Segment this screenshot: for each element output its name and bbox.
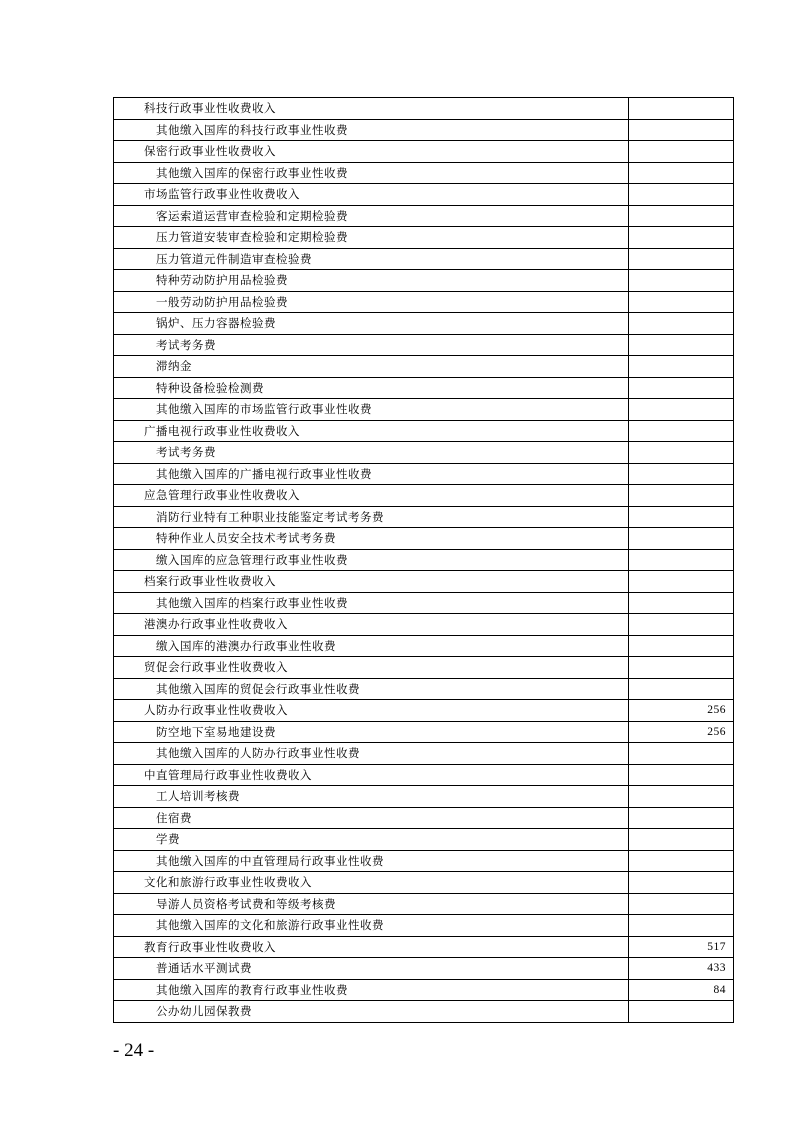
- amount-cell: 517: [629, 936, 734, 958]
- item-name-cell: 导游人员资格考试费和等级考核费: [114, 893, 629, 915]
- table-row: [114, 721, 734, 743]
- amount-cell: [629, 592, 734, 614]
- amount-cell: 256: [629, 721, 734, 743]
- amount-cell: [629, 506, 734, 528]
- item-name-cell: 压力管道安装审查检验和定期检验费: [114, 227, 629, 249]
- amount-cell: [629, 1001, 734, 1023]
- item-name-cell: 缴入国库的应急管理行政事业性收费: [114, 549, 629, 571]
- amount-cell: [629, 764, 734, 786]
- table-row: [114, 162, 734, 184]
- table-row: [114, 227, 734, 249]
- table-row: [114, 420, 734, 442]
- amount-cell: [629, 528, 734, 550]
- item-name-cell: 港澳办行政事业性收费收入: [114, 614, 629, 636]
- table-row: [114, 528, 734, 550]
- table-row: [114, 549, 734, 571]
- amount-cell: [629, 291, 734, 313]
- table-row: [114, 334, 734, 356]
- table-row: [114, 119, 734, 141]
- item-name-cell: 保密行政事业性收费收入: [114, 141, 629, 163]
- item-name-cell: 科技行政事业性收费收入: [114, 98, 629, 120]
- amount-cell: [629, 356, 734, 378]
- item-name-cell: 锅炉、压力容器检验费: [114, 313, 629, 335]
- table-row: [114, 205, 734, 227]
- table-row: [114, 743, 734, 765]
- item-name-cell: 特种设备检验检测费: [114, 377, 629, 399]
- amount-cell: [629, 313, 734, 335]
- amount-cell: [629, 743, 734, 765]
- amount-cell: 84: [629, 979, 734, 1001]
- item-name-cell: 考试考务费: [114, 442, 629, 464]
- item-name-cell: 文化和旅游行政事业性收费收入: [114, 872, 629, 894]
- item-name-cell: 特种作业人员安全技术考试考务费: [114, 528, 629, 550]
- revenue-table-body: [114, 98, 734, 1023]
- table-row: [114, 786, 734, 808]
- table-row: [114, 872, 734, 894]
- amount-cell: [629, 614, 734, 636]
- amount-cell: [629, 829, 734, 851]
- item-name-cell: 其他缴入国库的中直管理局行政事业性收费: [114, 850, 629, 872]
- item-name-cell: 特种劳动防护用品检验费: [114, 270, 629, 292]
- table-row: [114, 678, 734, 700]
- item-name-cell: 其他缴入国库的人防办行政事业性收费: [114, 743, 629, 765]
- item-name-cell: 消防行业特有工种职业技能鉴定考试考务费: [114, 506, 629, 528]
- amount-cell: [629, 420, 734, 442]
- amount-cell: [629, 807, 734, 829]
- table-row: [114, 506, 734, 528]
- table-row: [114, 979, 734, 1001]
- amount-cell: [629, 270, 734, 292]
- table-row: [114, 592, 734, 614]
- table-row: [114, 614, 734, 636]
- amount-cell: [629, 248, 734, 270]
- table-row: [114, 141, 734, 163]
- page-number: - 24 -: [113, 1040, 155, 1061]
- item-name-cell: 应急管理行政事业性收费收入: [114, 485, 629, 507]
- table-row: [114, 356, 734, 378]
- table-row: [114, 377, 734, 399]
- amount-cell: [629, 678, 734, 700]
- item-name-cell: 其他缴入国库的广播电视行政事业性收费: [114, 463, 629, 485]
- amount-cell: [629, 442, 734, 464]
- amount-cell: [629, 205, 734, 227]
- item-name-cell: 工人培训考核费: [114, 786, 629, 808]
- amount-cell: [629, 485, 734, 507]
- amount-cell: [629, 915, 734, 937]
- table-row: [114, 700, 734, 722]
- table-row: [114, 829, 734, 851]
- item-name-cell: 其他缴入国库的文化和旅游行政事业性收费: [114, 915, 629, 937]
- item-name-cell: 广播电视行政事业性收费收入: [114, 420, 629, 442]
- amount-cell: [629, 571, 734, 593]
- item-name-cell: 一般劳动防护用品检验费: [114, 291, 629, 313]
- amount-cell: [629, 119, 734, 141]
- item-name-cell: 压力管道元件制造审查检验费: [114, 248, 629, 270]
- amount-cell: [629, 549, 734, 571]
- amount-cell: [629, 334, 734, 356]
- amount-cell: [629, 850, 734, 872]
- item-name-cell: 其他缴入国库的教育行政事业性收费: [114, 979, 629, 1001]
- item-name-cell: 滞纳金: [114, 356, 629, 378]
- table-row: [114, 936, 734, 958]
- item-name-cell: 学费: [114, 829, 629, 851]
- item-name-cell: 其他缴入国库的科技行政事业性收费: [114, 119, 629, 141]
- item-name-cell: 其他缴入国库的市场监管行政事业性收费: [114, 399, 629, 421]
- item-name-cell: 中直管理局行政事业性收费收入: [114, 764, 629, 786]
- table-row: [114, 1001, 734, 1023]
- item-name-cell: 普通话水平测试费: [114, 958, 629, 980]
- table-row: [114, 463, 734, 485]
- amount-cell: [629, 463, 734, 485]
- item-name-cell: 考试考务费: [114, 334, 629, 356]
- table-row: [114, 313, 734, 335]
- item-name-cell: 其他缴入国库的贸促会行政事业性收费: [114, 678, 629, 700]
- amount-cell: [629, 377, 734, 399]
- amount-cell: [629, 657, 734, 679]
- amount-cell: [629, 227, 734, 249]
- item-name-cell: 市场监管行政事业性收费收入: [114, 184, 629, 206]
- table-row: [114, 657, 734, 679]
- amount-cell: [629, 635, 734, 657]
- table-row: [114, 98, 734, 120]
- table-row: [114, 571, 734, 593]
- table-row: [114, 184, 734, 206]
- amount-cell: [629, 872, 734, 894]
- item-name-cell: 缴入国库的港澳办行政事业性收费: [114, 635, 629, 657]
- table-row: [114, 807, 734, 829]
- amount-cell: [629, 162, 734, 184]
- table-row: [114, 485, 734, 507]
- item-name-cell: 客运索道运营审查检验和定期检验费: [114, 205, 629, 227]
- item-name-cell: 贸促会行政事业性收费收入: [114, 657, 629, 679]
- amount-cell: 256: [629, 700, 734, 722]
- amount-cell: [629, 98, 734, 120]
- amount-cell: [629, 893, 734, 915]
- amount-cell: [629, 786, 734, 808]
- item-name-cell: 档案行政事业性收费收入: [114, 571, 629, 593]
- table-row: [114, 915, 734, 937]
- amount-cell: [629, 399, 734, 421]
- table-row: [114, 399, 734, 421]
- table-row: [114, 893, 734, 915]
- amount-cell: [629, 184, 734, 206]
- table-row: [114, 291, 734, 313]
- table-row: [114, 764, 734, 786]
- revenue-table: [113, 97, 734, 1023]
- amount-cell: [629, 141, 734, 163]
- item-name-cell: 公办幼儿园保教费: [114, 1001, 629, 1023]
- table-row: [114, 850, 734, 872]
- item-name-cell: 防空地下室易地建设费: [114, 721, 629, 743]
- amount-cell: 433: [629, 958, 734, 980]
- item-name-cell: 人防办行政事业性收费收入: [114, 700, 629, 722]
- table-row: [114, 270, 734, 292]
- item-name-cell: 其他缴入国库的档案行政事业性收费: [114, 592, 629, 614]
- item-name-cell: 教育行政事业性收费收入: [114, 936, 629, 958]
- item-name-cell: 其他缴入国库的保密行政事业性收费: [114, 162, 629, 184]
- table-row: [114, 442, 734, 464]
- table-row: [114, 958, 734, 980]
- item-name-cell: 住宿费: [114, 807, 629, 829]
- table-row: [114, 248, 734, 270]
- table-row: [114, 635, 734, 657]
